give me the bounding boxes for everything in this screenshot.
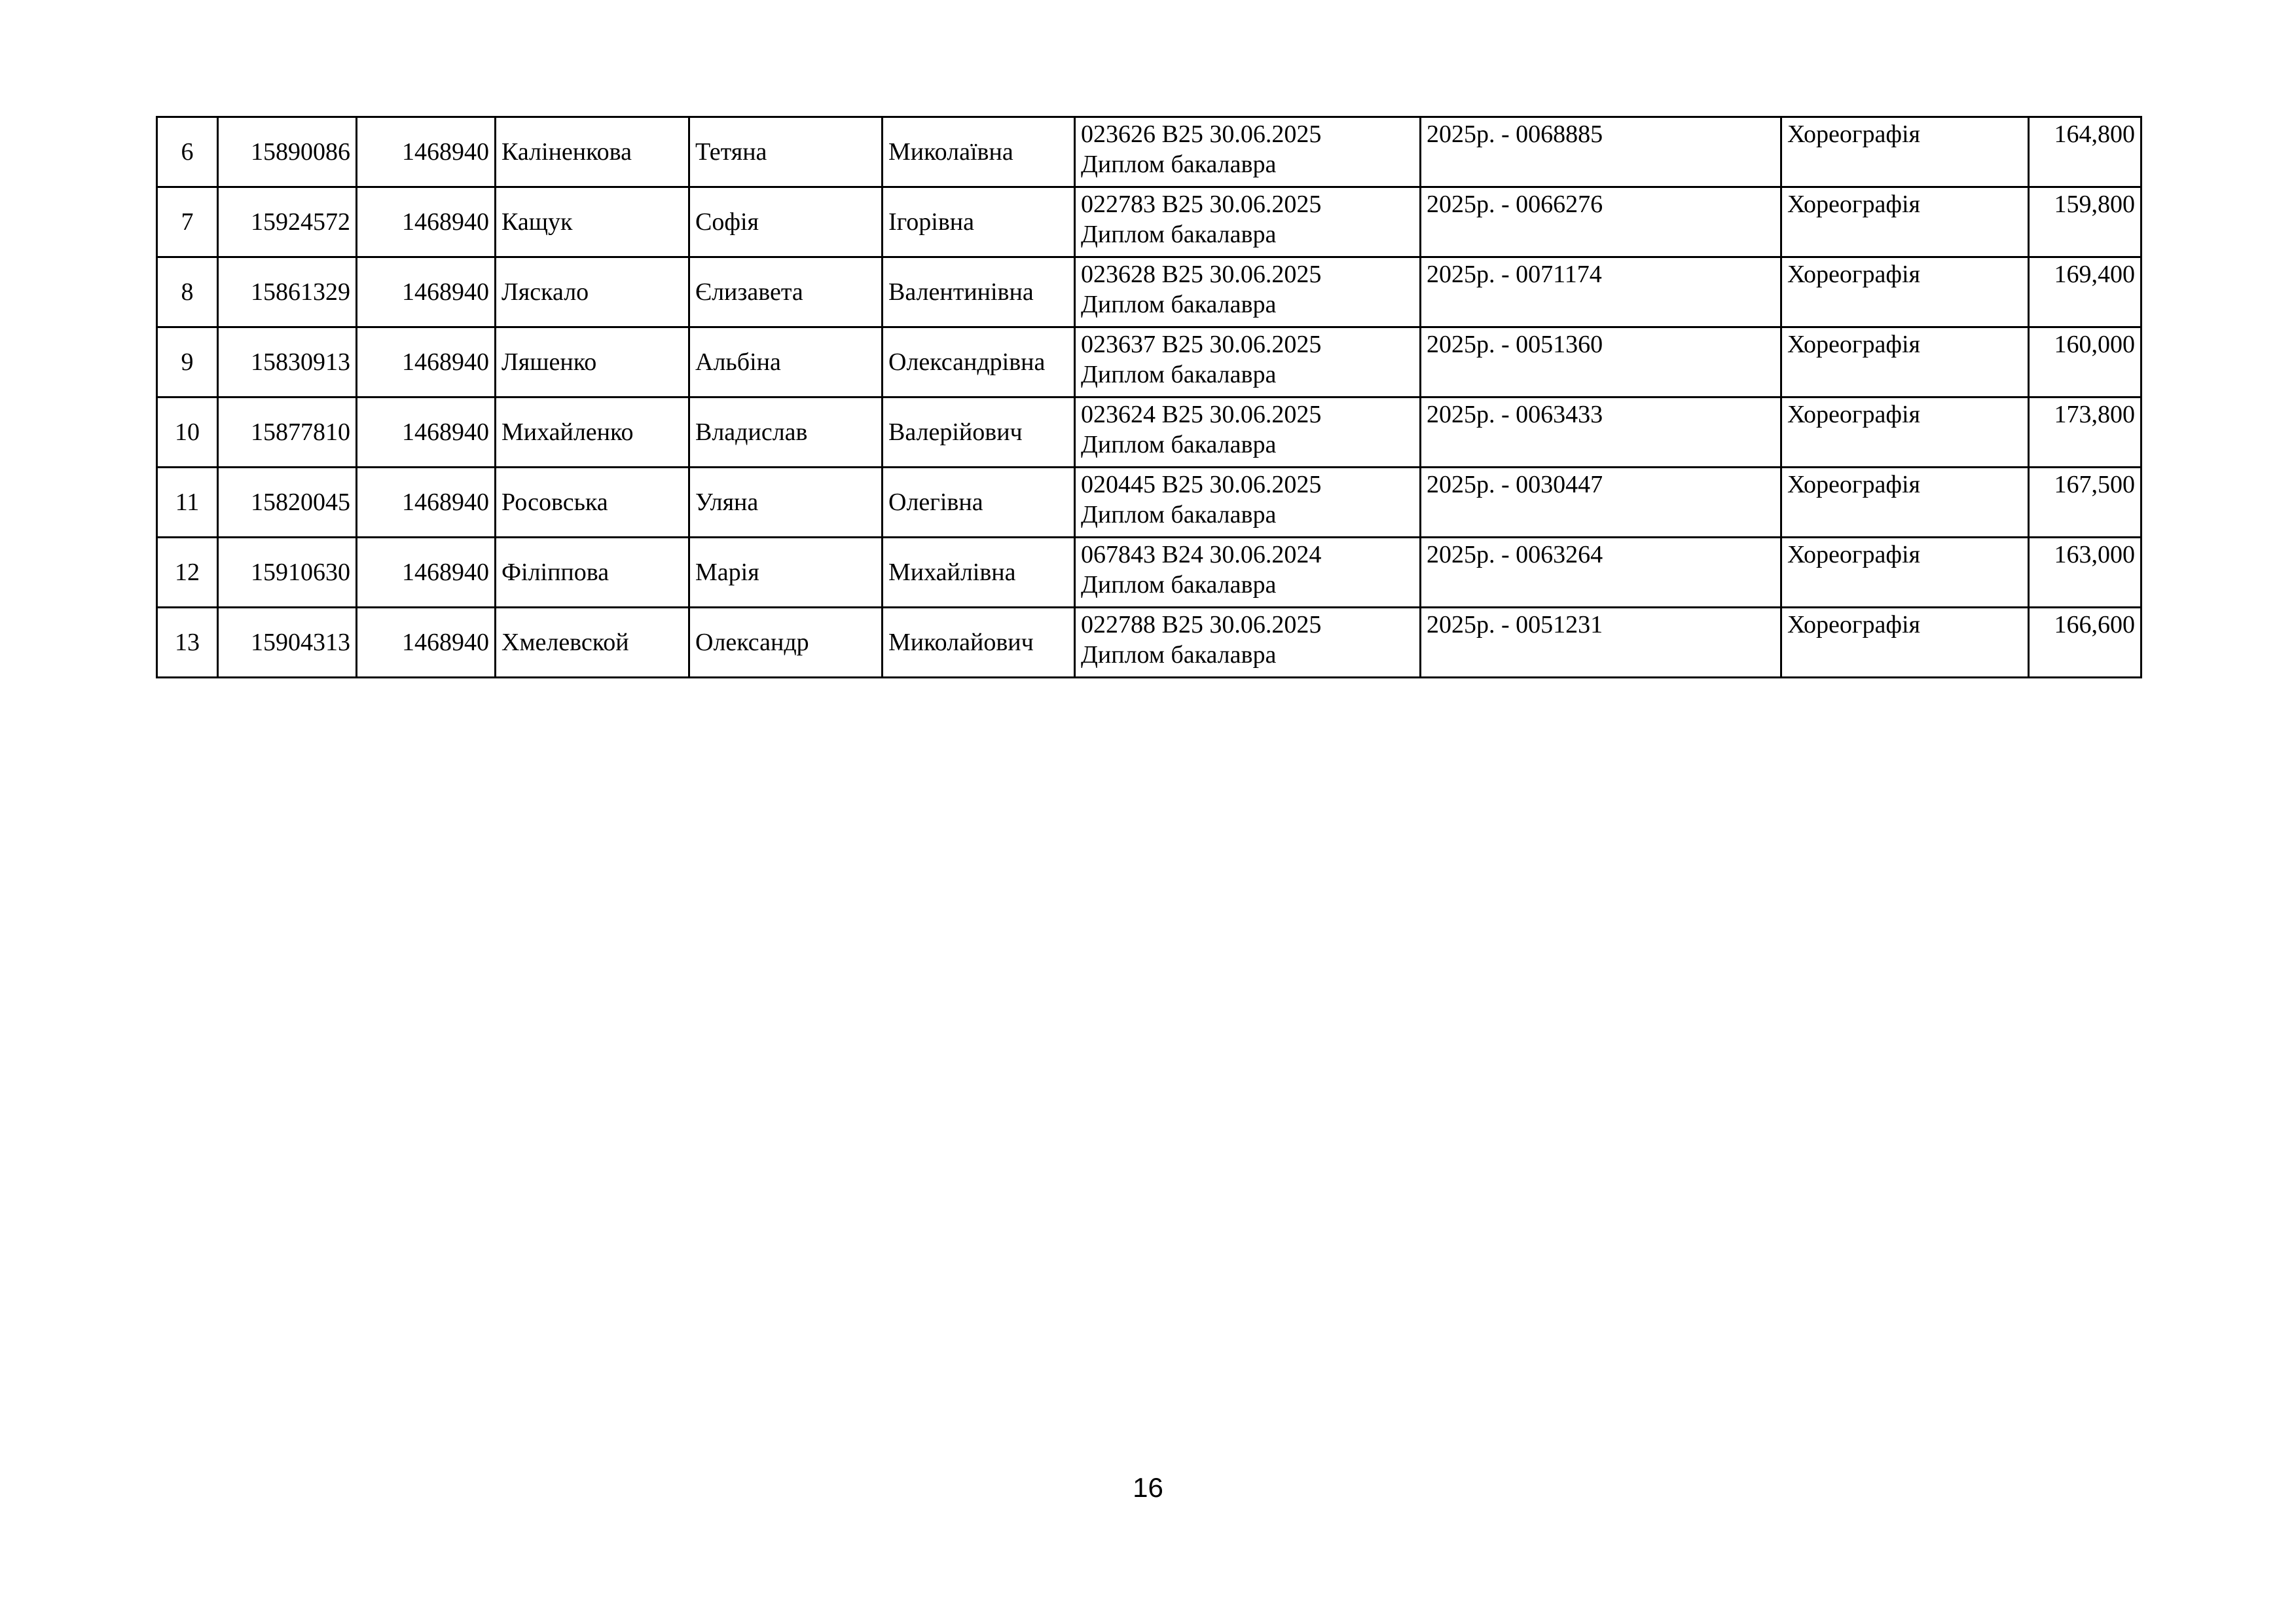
specialty: Хореографія	[1781, 117, 2029, 187]
program-id: 1468940	[357, 187, 496, 257]
education-document	[1075, 538, 1421, 608]
document-number: 023624 B25 30.06.2025	[1081, 401, 1322, 428]
first-name: Альбіна	[689, 327, 883, 397]
specialty: Хореографія	[1781, 608, 2029, 678]
document-type: Диплом бакалавра	[1081, 571, 1277, 599]
certificate-number: 2025р. - 0063264	[1421, 538, 1781, 608]
first-name: Уляна	[689, 468, 883, 538]
first-name: Марія	[689, 538, 883, 608]
competitive-score: 169,400	[2029, 257, 2141, 327]
table-row	[157, 608, 2141, 678]
last-name: Хмелевской	[496, 608, 689, 678]
document-number: 022783 B25 30.06.2025	[1081, 191, 1322, 218]
applicants-table	[156, 116, 2142, 678]
last-name: Росовська	[496, 468, 689, 538]
document-type: Диплом бакалавра	[1081, 361, 1277, 388]
specialty: Хореографія	[1781, 257, 2029, 327]
middle-name: Валентинівна	[883, 257, 1075, 327]
middle-name: Олександрівна	[883, 327, 1075, 397]
row-number: 13	[157, 608, 218, 678]
table-row	[157, 468, 2141, 538]
document-number: 067843 B24 30.06.2024	[1081, 541, 1322, 568]
applicant-id: 15910630	[218, 538, 357, 608]
competitive-score: 163,000	[2029, 538, 2141, 608]
first-name: Єлизавета	[689, 257, 883, 327]
last-name: Михайленко	[496, 397, 689, 468]
last-name: Ляшенко	[496, 327, 689, 397]
competitive-score: 166,600	[2029, 608, 2141, 678]
page-number: 16	[1133, 1472, 1163, 1503]
first-name: Владислав	[689, 397, 883, 468]
row-number: 11	[157, 468, 218, 538]
applicant-id: 15904313	[218, 608, 357, 678]
competitive-score: 173,800	[2029, 397, 2141, 468]
middle-name: Михайлівна	[883, 538, 1075, 608]
program-id: 1468940	[357, 327, 496, 397]
row-number: 8	[157, 257, 218, 327]
table-row	[157, 117, 2141, 187]
table-row	[157, 187, 2141, 257]
table-body	[157, 117, 2141, 678]
program-id: 1468940	[357, 257, 496, 327]
document-number: 022788 B25 30.06.2025	[1081, 611, 1322, 638]
document-type: Диплом бакалавра	[1081, 641, 1277, 669]
document-number: 023637 B25 30.06.2025	[1081, 331, 1322, 358]
row-number: 10	[157, 397, 218, 468]
last-name: Каліненкова	[496, 117, 689, 187]
middle-name: Валерійович	[883, 397, 1075, 468]
education-document	[1075, 608, 1421, 678]
program-id: 1468940	[357, 117, 496, 187]
document-type: Диплом бакалавра	[1081, 221, 1277, 248]
last-name: Ляскало	[496, 257, 689, 327]
education-document	[1075, 257, 1421, 327]
program-id: 1468940	[357, 538, 496, 608]
specialty: Хореографія	[1781, 187, 2029, 257]
competitive-score: 167,500	[2029, 468, 2141, 538]
document-number: 023628 B25 30.06.2025	[1081, 261, 1322, 288]
certificate-number: 2025р. - 0051231	[1421, 608, 1781, 678]
applicant-id: 15890086	[218, 117, 357, 187]
education-document	[1075, 117, 1421, 187]
table-row	[157, 257, 2141, 327]
education-document	[1075, 327, 1421, 397]
applicant-id: 15924572	[218, 187, 357, 257]
applicant-id: 15830913	[218, 327, 357, 397]
specialty: Хореографія	[1781, 538, 2029, 608]
middle-name: Миколайович	[883, 608, 1075, 678]
education-document	[1075, 468, 1421, 538]
competitive-score: 159,800	[2029, 187, 2141, 257]
certificate-number: 2025р. - 0051360	[1421, 327, 1781, 397]
program-id: 1468940	[357, 608, 496, 678]
first-name: Олександр	[689, 608, 883, 678]
competitive-score: 160,000	[2029, 327, 2141, 397]
applicant-id: 15877810	[218, 397, 357, 468]
certificate-number: 2025р. - 0071174	[1421, 257, 1781, 327]
certificate-number: 2025р. - 0063433	[1421, 397, 1781, 468]
row-number: 6	[157, 117, 218, 187]
middle-name: Миколаївна	[883, 117, 1075, 187]
first-name: Софія	[689, 187, 883, 257]
document-type: Диплом бакалавра	[1081, 291, 1277, 318]
document-type: Диплом бакалавра	[1081, 431, 1277, 458]
last-name: Кащук	[496, 187, 689, 257]
document-type: Диплом бакалавра	[1081, 151, 1277, 178]
program-id: 1468940	[357, 397, 496, 468]
table-row	[157, 538, 2141, 608]
row-number: 7	[157, 187, 218, 257]
middle-name: Ігорівна	[883, 187, 1075, 257]
table-row	[157, 327, 2141, 397]
certificate-number: 2025р. - 0030447	[1421, 468, 1781, 538]
competitive-score: 164,800	[2029, 117, 2141, 187]
specialty: Хореографія	[1781, 397, 2029, 468]
row-number: 12	[157, 538, 218, 608]
certificate-number: 2025р. - 0066276	[1421, 187, 1781, 257]
table-row	[157, 397, 2141, 468]
applicant-id: 15820045	[218, 468, 357, 538]
document-number: 023626 B25 30.06.2025	[1081, 120, 1322, 148]
document-number: 020445 B25 30.06.2025	[1081, 471, 1322, 498]
program-id: 1468940	[357, 468, 496, 538]
row-number: 9	[157, 327, 218, 397]
document-type: Диплом бакалавра	[1081, 501, 1277, 528]
applicant-id: 15861329	[218, 257, 357, 327]
specialty: Хореографія	[1781, 468, 2029, 538]
first-name: Тетяна	[689, 117, 883, 187]
certificate-number: 2025р. - 0068885	[1421, 117, 1781, 187]
middle-name: Олегівна	[883, 468, 1075, 538]
education-document	[1075, 397, 1421, 468]
last-name: Філіппова	[496, 538, 689, 608]
specialty: Хореографія	[1781, 327, 2029, 397]
education-document	[1075, 187, 1421, 257]
